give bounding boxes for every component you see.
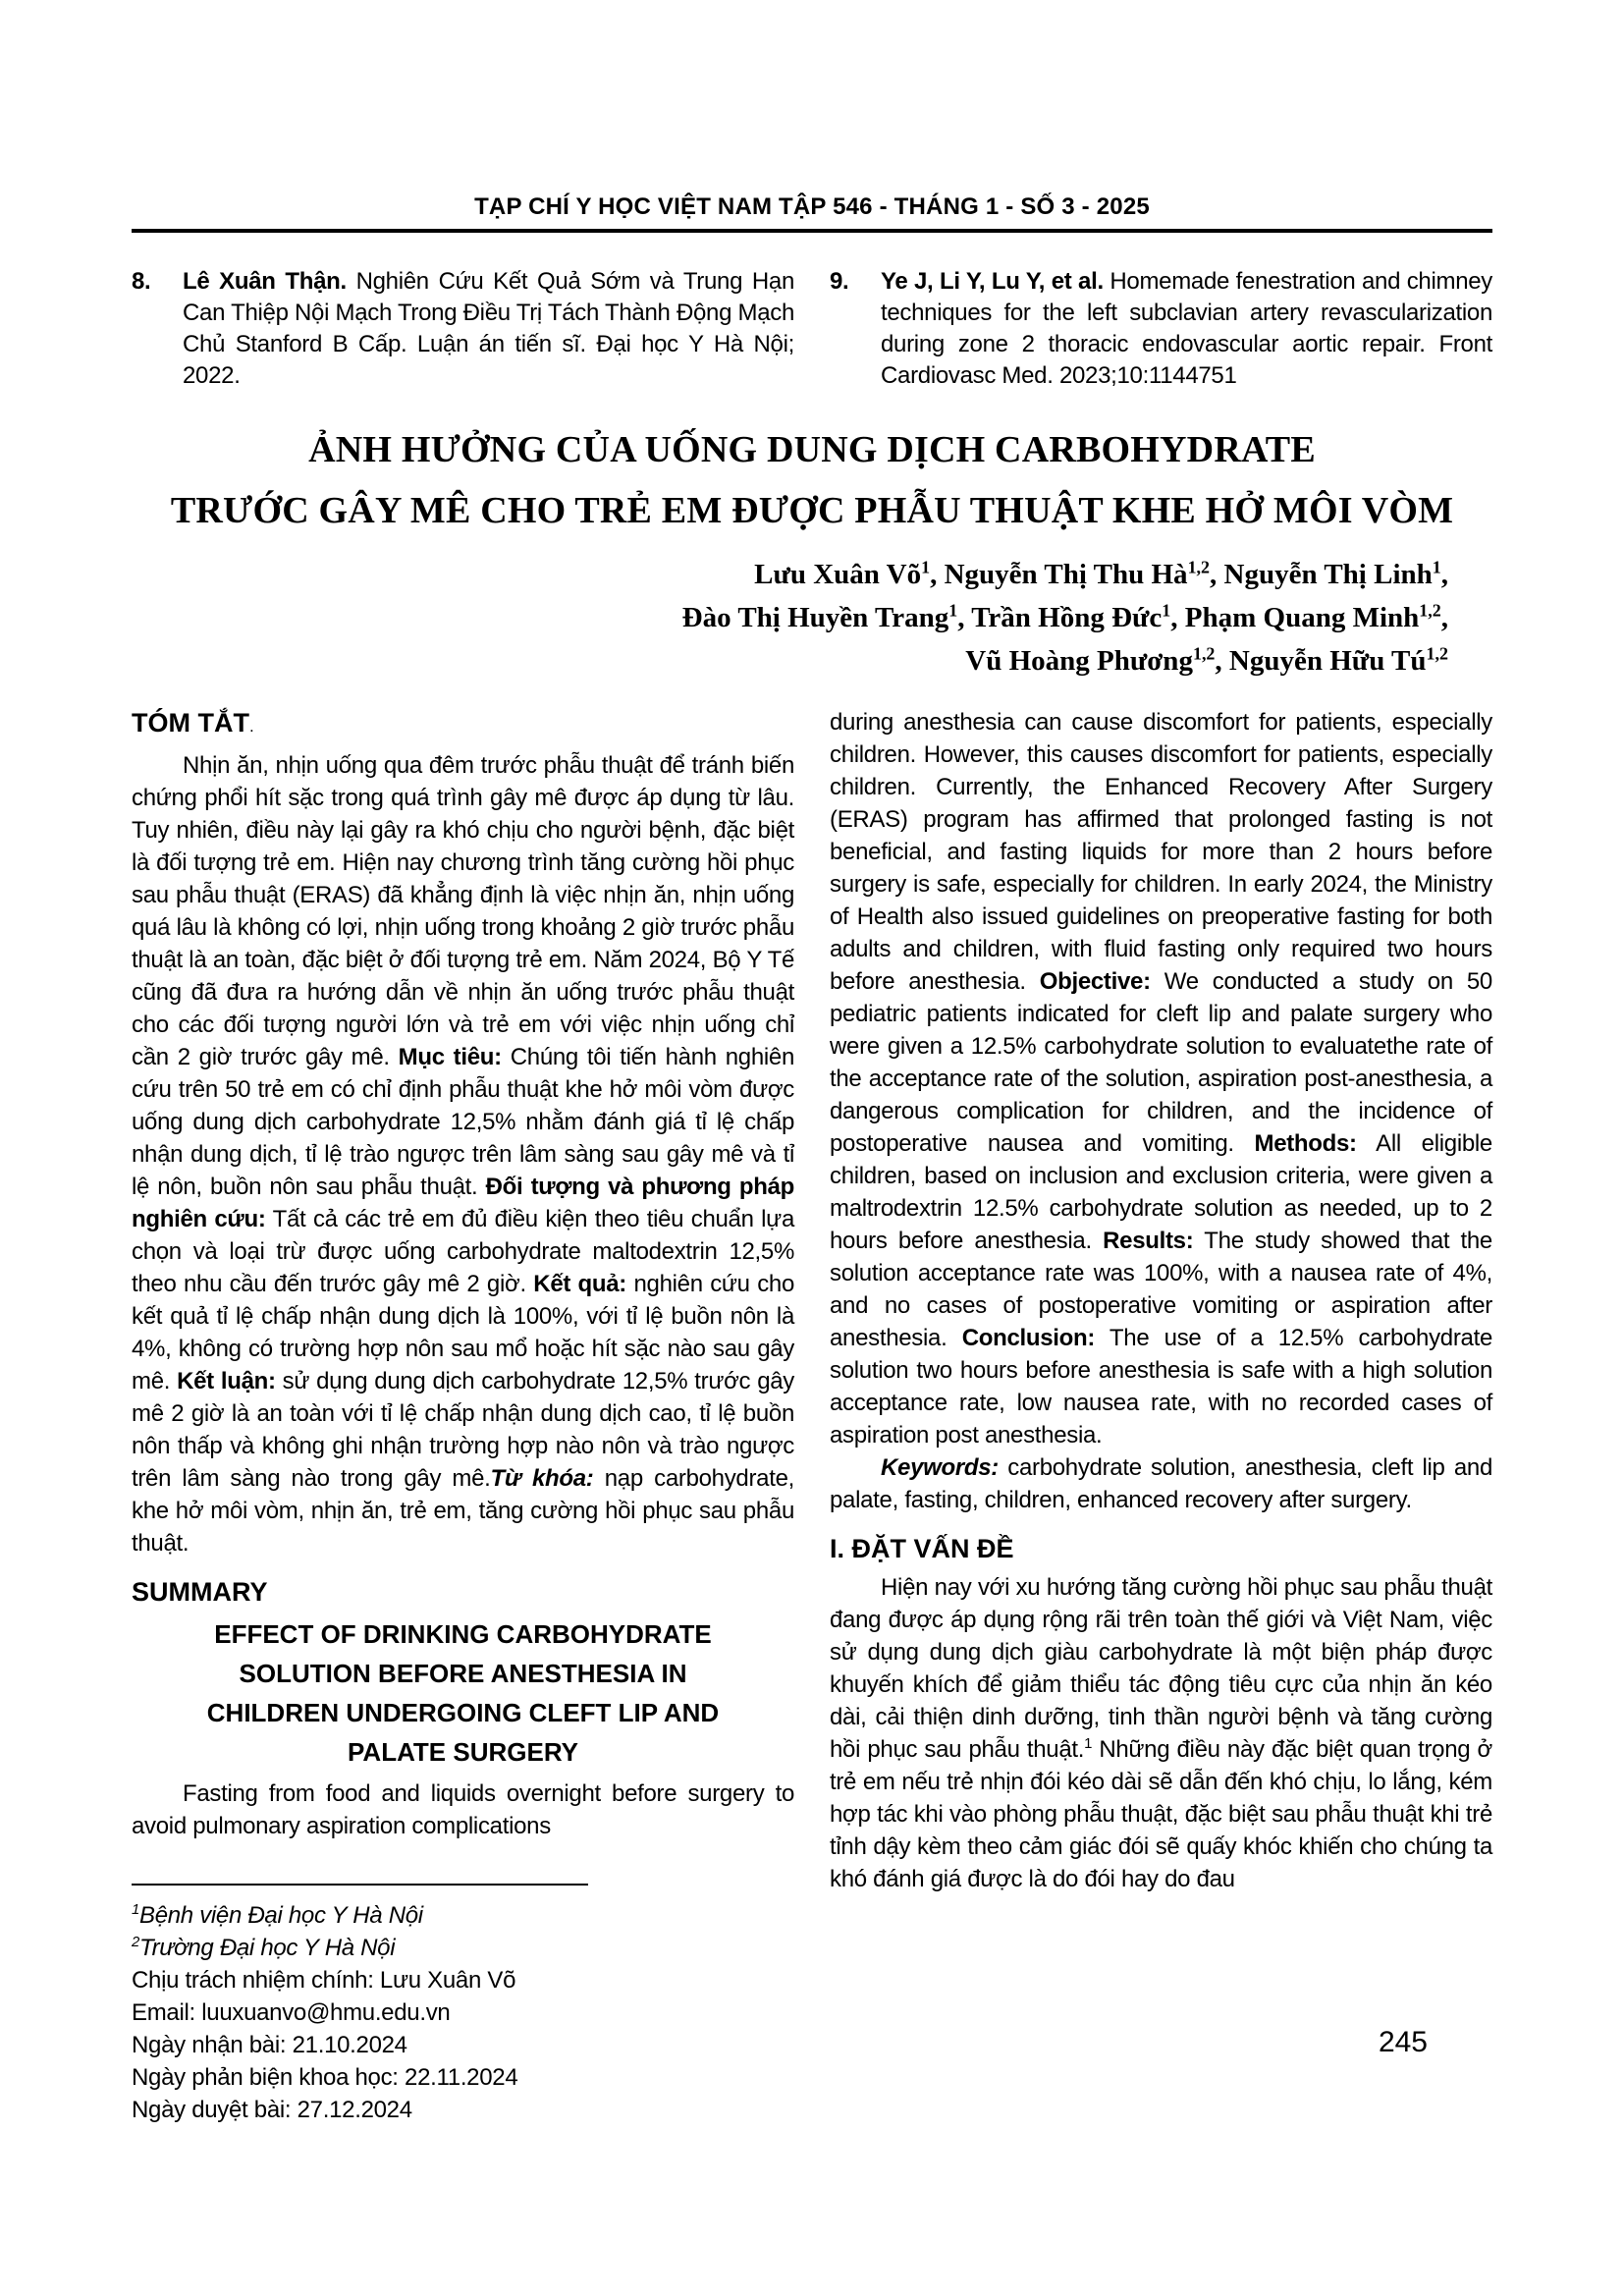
abstract-vi-heading: TÓM TẮT. [132,708,254,738]
footnote-affiliation-1: $^1$Bệnh viện Đại học Y Hà Nội [132,1902,423,1929]
reference-text: Lê Xuân Thận. Nghiên Cứu Kết Quả Sớm và Trung Hạn Can Thiệp Nội Mạch Trong Điều Trị Tách Thành Động Mạch Chủ Stanford B Cấp. Luận án tiến sĩ. Đại học Y Hà Nội; 2022. [183,268,795,389]
intro-paragraph: Hiện nay với xu hướng tăng cường hồi phục sau phẫu thuật đang được áp dụng rộng rãi trên toàn thế giới và Việt Nam, việc sử dụng dung dịch giàu carbohydrate là một biện pháp được khuyến khích để giảm thiểu tác động tiêu cực của nhịn ăn kéo dài, cải thiện dinh dưỡng, tinh thần người bệnh và tăng cường hồi phục sau phẫu thuật.$^1$ Những điều này đặc biệt quan trọng ở trẻ em nếu trẻ nhịn đói kéo dài sẽ dẫn đến khó chịu, lo lắng, kém hợp tác khi vào phòng phẫu thuật, đặc biệt sau phẫu thuật khi trẻ tỉnh dậy kèm theo cảm giác đói sẽ quấy khóc khiến cho chúng ta khó đánh giá được là do đói hay do đau [830,1574,1492,1892]
reference-number: 9. [830,268,849,295]
summary-heading: SUMMARY [132,1577,268,1607]
article-title-vietnamese [132,419,1492,541]
footnote-rule [132,1884,588,1886]
reference-text: Ye J, Li Y, Lu Y, et al. Homemade fenestration and chimney techniques for the left subclavian artery revascularization during zone 2 thoracic endovascular aortic repair. Front Cardiovasc Med. 2023;10:1144751 [881,268,1492,389]
right-column [830,706,1492,2126]
abstract-vi-paragraph: Nhịn ăn, nhịn uống qua đêm trước phẫu thuật để tránh biến chứng phổi hít sặc trong quá trình gây mê được áp dụng từ lâu. Tuy nhiên, điều này lại gây ra khó chịu cho người bệnh, đặc biệt là đối tượng trẻ em. Hiện nay chương trình tăng cường hồi phục sau phẫu thuật (ERAS) đã khẳng định là việc nhịn ăn, nhịn uống quá lâu là không có lợi, nhịn uống trong khoảng 2 giờ trước phẫu thuật là an toàn, đặc biệt ở đối tượng trẻ em. Năm 2024, Bộ Y Tế cũng đã đưa ra hướng dẫn về nhịn ăn uống trước phẫu thuật cho các đối tượng người lớn và trẻ em với việc nhịn uống chỉ cần 2 giờ trước gây mê. Mục tiêu: Chúng tôi tiến hành nghiên cứu trên 50 trẻ em có chỉ định phẫu thuật khe hở môi vòm được uống dung dịch carbohydrate 12,5% nhằm đánh giá tỉ lệ chấp nhận dung dịch, tỉ lệ trào ngược trên lâm sàng sau gây mê và tỉ lệ nôn, buồn nôn sau phẫu thuật. Đối tượng và phương pháp nghiên cứu: Tất cả các trẻ em đủ điều kiện theo tiêu chuẩn lựa chọn và loại trừ được uống carbohydrate maltodextrin 12,5% theo nhu cầu đến trước gây mê 2 giờ. Kết quả: nghiên cứu cho kết quả tỉ lệ chấp nhận dung dịch là 100%, với tỉ lệ buồn nôn là 4%, không có trường hợp nôn sau mổ hoặc hít sặc nào sau gây mê. Kết luận: sử dụng dung dịch carbohydrate 12,5% trước gây mê 2 giờ là an toàn với tỉ lệ chấp nhận dung dịch cao, tỉ lệ buồn nôn thấp và không ghi nhận trường hợp nào nôn và trào ngược trên lâm sàng nào trong gây mê.Từ khóa: nạp carbohydrate, khe hở môi vòm, nhịn ăn, trẻ em, tăng cường hồi phục sau phẫu thuật. [132,752,795,1557]
left-column [132,706,794,2126]
footnote-block [132,1884,794,2126]
footnote-corresponding-author: Chịu trách nhiệm chính: Lưu Xuân Võ [132,1967,516,1994]
heading-period: . [248,717,254,736]
author-list [132,553,1492,683]
author-line: Đào Thị Huyền Trang$^1$, Trần Hồng Đức$^1$, Phạm Quang Minh$^{1,2}$, [681,600,1448,633]
two-column-body [132,706,1492,2126]
journal-header-title: TẠP CHÍ Y HỌC VIỆT NAM TẬP 546 - THÁNG 1 - SỐ 3 - 2025 [474,193,1150,220]
footnote-accepted-date: Ngày duyệt bài: 27.12.2024 [132,2097,412,2123]
article-title-line-1: ẢNH HƯỞNG CỦA UỐNG DUNG DỊCH CARBOHYDRATE [308,429,1316,470]
article-title-english: EFFECT OF DRINKING CARBOHYDRATE SOLUTION BEFORE ANESTHESIA IN CHILDREN UNDERGOING CLEFT LIP AND PALATE SURGERY [206,1619,720,1767]
page-number: 245 [1378,2026,1428,2058]
footnote-reviewed-date: Ngày phản biện khoa học: 22.11.2024 [132,2064,518,2091]
intro-heading: I. ĐẶT VẤN ĐỀ [830,1534,1014,1563]
footnote-affiliation-2: $^2$Trường Đại học Y Hà Nội [132,1935,396,1961]
footnote-email: Email: luuxuanvo@hmu.edu.vn [132,1999,451,2026]
header-rule [132,229,1492,233]
reference-item-8 [132,266,794,392]
keywords-paragraph: Keywords: carbohydrate solution, anesthesia, cleft lip and palate, fasting, children, enhanced recovery after surgery. [830,1454,1492,1513]
author-line: Lưu Xuân $Võ^1$, Nguyễn Thị Thu Hà$^{1,2}$, Nguyễn Thị Linh$^1$, [754,557,1448,590]
article-title-line-2: TRƯỚC GÂY MÊ CHO TRẺ EM ĐƯỢC PHẪU THUẬT KHE HỞ MÔI VÒM [170,490,1454,531]
footnote-received-date: Ngày nhận bài: 21.10.2024 [132,2032,407,2058]
reference-item-9 [830,266,1492,392]
summary-paragraph-right: during anesthesia can cause discomfort for patients, especially children. However, this causes discomfort for patients, especially children. Currently, the Enhanced Recovery After Surgery (ERAS) program has affirmed that prolonged fasting is not beneficial, and fasting liquids for more than 2 hours before surgery is safe, especially for children. In early 2024, the Ministry of Health also issued guidelines on preoperative fasting for both adults and children, with fluid fasting only required two hours before anesthesia. Objective: We conducted a study on 50 pediatric patients indicated for cleft lip and palate surgery who were given a 12.5% carbohydrate solution to evaluatethe rate of the acceptance rate of the solution, aspiration post-anesthesia, a dangerous complication for children, and the incidence of postoperative nausea and vomiting. Methods: All eligible children, based on inclusion and exclusion criteria, were given a maltrodextrin 12.5% carbohydrate solution as needed, up to 2 hours before anesthesia. Results: The study showed that the solution acceptance rate was 100%, with a nausea rate of 4%, and no cases of postoperative vomiting or aspiration after anesthesia. Conclusion: The use of a 12.5% carbohydrate solution two hours before anesthesia is safe with a high solution acceptance rate, low nausea rate, with no recorded cases of aspiration post anesthesia. [830,709,1493,1449]
summary-paragraph-left: Fasting from food and liquids overnight before surgery to avoid pulmonary aspiration complications [132,1780,794,1839]
reference-number: 8. [132,268,151,295]
author-line: Vũ Hoàng Phương$^{1,2}$, Nguyễn Hữu Tú$^{1,2}$ [965,643,1448,677]
references-section [132,266,1492,392]
